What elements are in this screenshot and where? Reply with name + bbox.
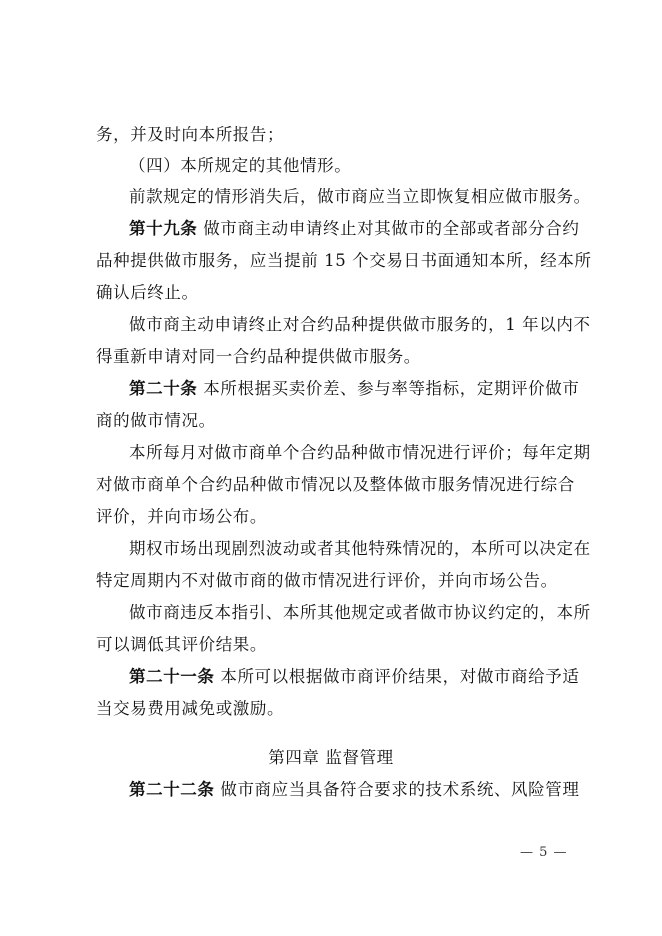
article-label: 第二十一条	[129, 667, 215, 686]
page-number: — 5 —	[520, 845, 568, 860]
paragraph-line: 期权市场出现剧烈波动或者其他特殊情况的，本所可以决定在	[129, 539, 591, 558]
paragraph-line: 对做市商单个合约品种做市情况以及整体做市服务情况进行综合	[96, 475, 575, 494]
paragraph-line: 务，并及时向本所报告；	[96, 125, 285, 144]
paragraph-line: 前款规定的情形消失后，做市商应当立即恢复相应做市服务。	[129, 187, 591, 206]
article-label: 第二十条	[129, 379, 198, 398]
paragraph-line: 可以调低其评价结果。	[96, 635, 267, 654]
paragraph-line: 特定周期内不对做市商的做市情况进行评价，并向市场公告。	[96, 571, 558, 590]
paragraph-line: 做市商违反本指引、本所其他规定或者做市协议约定的，本所	[129, 603, 591, 622]
article-label: 第二十二条	[129, 780, 215, 799]
paragraph-line: （四）本所规定的其他情形。	[129, 156, 352, 175]
paragraph-line: 商的做市情况。	[96, 411, 216, 430]
chapter-heading: 第四章 监督管理	[268, 748, 394, 767]
paragraph-line: 得重新申请对同一合约品种提供做市服务。	[96, 347, 421, 366]
article-label: 第十九条	[129, 219, 198, 238]
paragraph-line: 评价，并向市场公布。	[96, 507, 267, 526]
article-22-line: 第二十二条 做市商应当具备符合要求的技术系统、风险管理	[129, 780, 580, 799]
paragraph-line: 品种提供做市服务，应当提前 15 个交易日书面通知本所，经本所	[96, 251, 592, 270]
article-21-line: 第二十一条 本所可以根据做市商评价结果，对做市商给予适	[129, 667, 580, 686]
paragraph-line: 本所每月对做市商单个合约品种做市情况进行评价；每年定期	[129, 443, 591, 462]
paragraph-line: 当交易费用减免或激励。	[96, 699, 285, 718]
paragraph-line: 确认后终止。	[96, 283, 199, 302]
article-19-line: 第十九条 做市商主动申请终止对其做市的全部或者部分合约	[129, 219, 580, 238]
article-20-line: 第二十条 本所根据买卖价差、参与率等指标，定期评价做市	[129, 379, 580, 398]
paragraph-line: 做市商主动申请终止对合约品种提供做市服务的，1 年以内不	[129, 315, 591, 334]
